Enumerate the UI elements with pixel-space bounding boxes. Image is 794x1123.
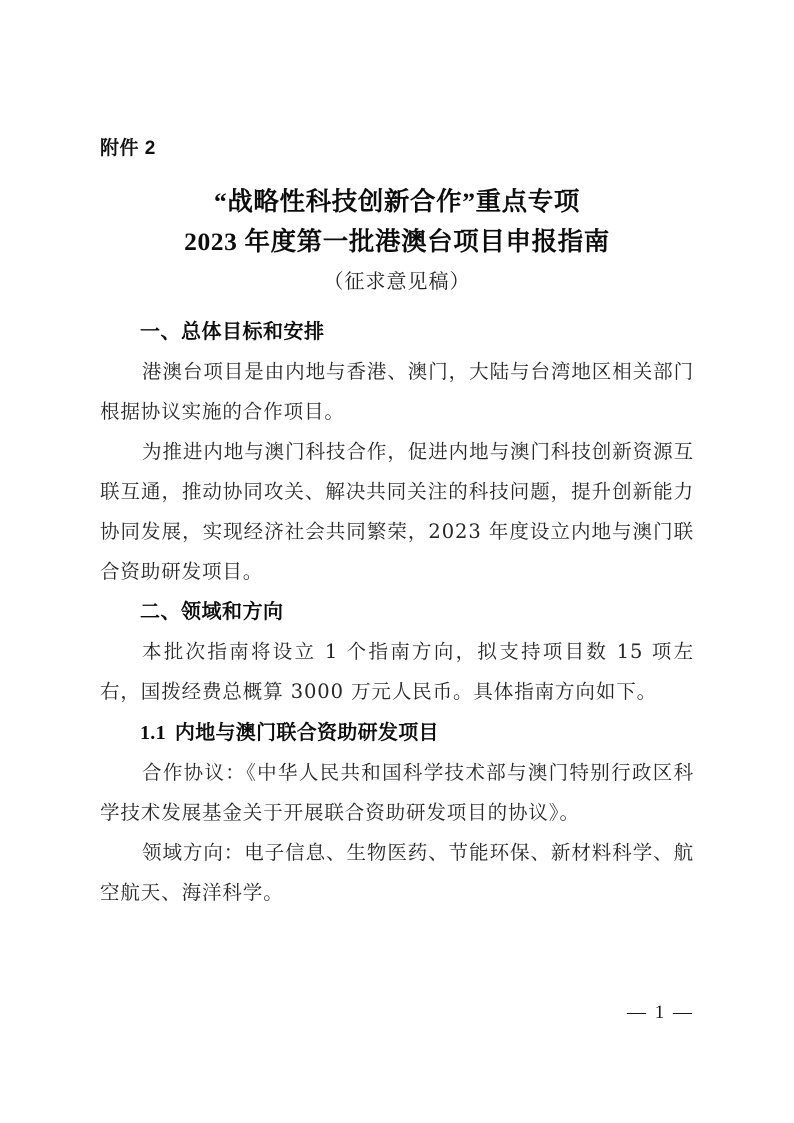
document-title — [100, 182, 694, 262]
section-heading-2: 二、领域和方向 — [140, 601, 284, 623]
document-title-line-2: 2023 年度第一批港澳台项目申报指南 — [184, 227, 610, 256]
section-1-paragraph-1: 港澳台项目是由内地与香港、澳门，大陆与台湾地区相关部门根据协议实施的合作项目。 — [100, 360, 694, 423]
document-content — [100, 136, 694, 913]
attachment-label: 附件 2 — [100, 138, 156, 159]
sub-heading-title: 内地与澳门联合资助研发项目 — [174, 720, 439, 744]
sub-section-paragraph-1: 合作协议：《中华人民共和国科学技术部与澳门特别行政区科学技术发展基金关于开展联合资助研发项目的协议》。 — [100, 761, 694, 824]
sub-heading-number: 1.1 — [140, 722, 166, 744]
page-number: — 1 — — [627, 1002, 694, 1023]
section-2-paragraph-1: 本批次指南将设立 1 个指南方向，拟支持项目数 15 项左右，国拨经费总概算 3000 万元人民币。具体指南方向如下。 — [100, 640, 694, 703]
sub-heading-1-1 — [100, 712, 694, 753]
section-1-paragraph-2: 为推进内地与澳门科技合作，促进内地与澳门科技创新资源互联互通，推动协同攻关、解决共同关注的科技问题，提升创新能力协同发展，实现经济社会共同繁荣，2023 年度设立内地与澳门联合资助研发项目。 — [100, 440, 694, 583]
document-title-line-1: “战略性科技创新合作”重点专项 — [213, 187, 580, 216]
document-subtitle: （征求意见稿） — [323, 269, 471, 293]
section-heading-1: 一、总体目标和安排 — [140, 321, 325, 343]
sub-section-paragraph-2: 领域方向：电子信息、生物医药、节能环保、新材料科学、航空航天、海洋科学。 — [100, 841, 694, 904]
